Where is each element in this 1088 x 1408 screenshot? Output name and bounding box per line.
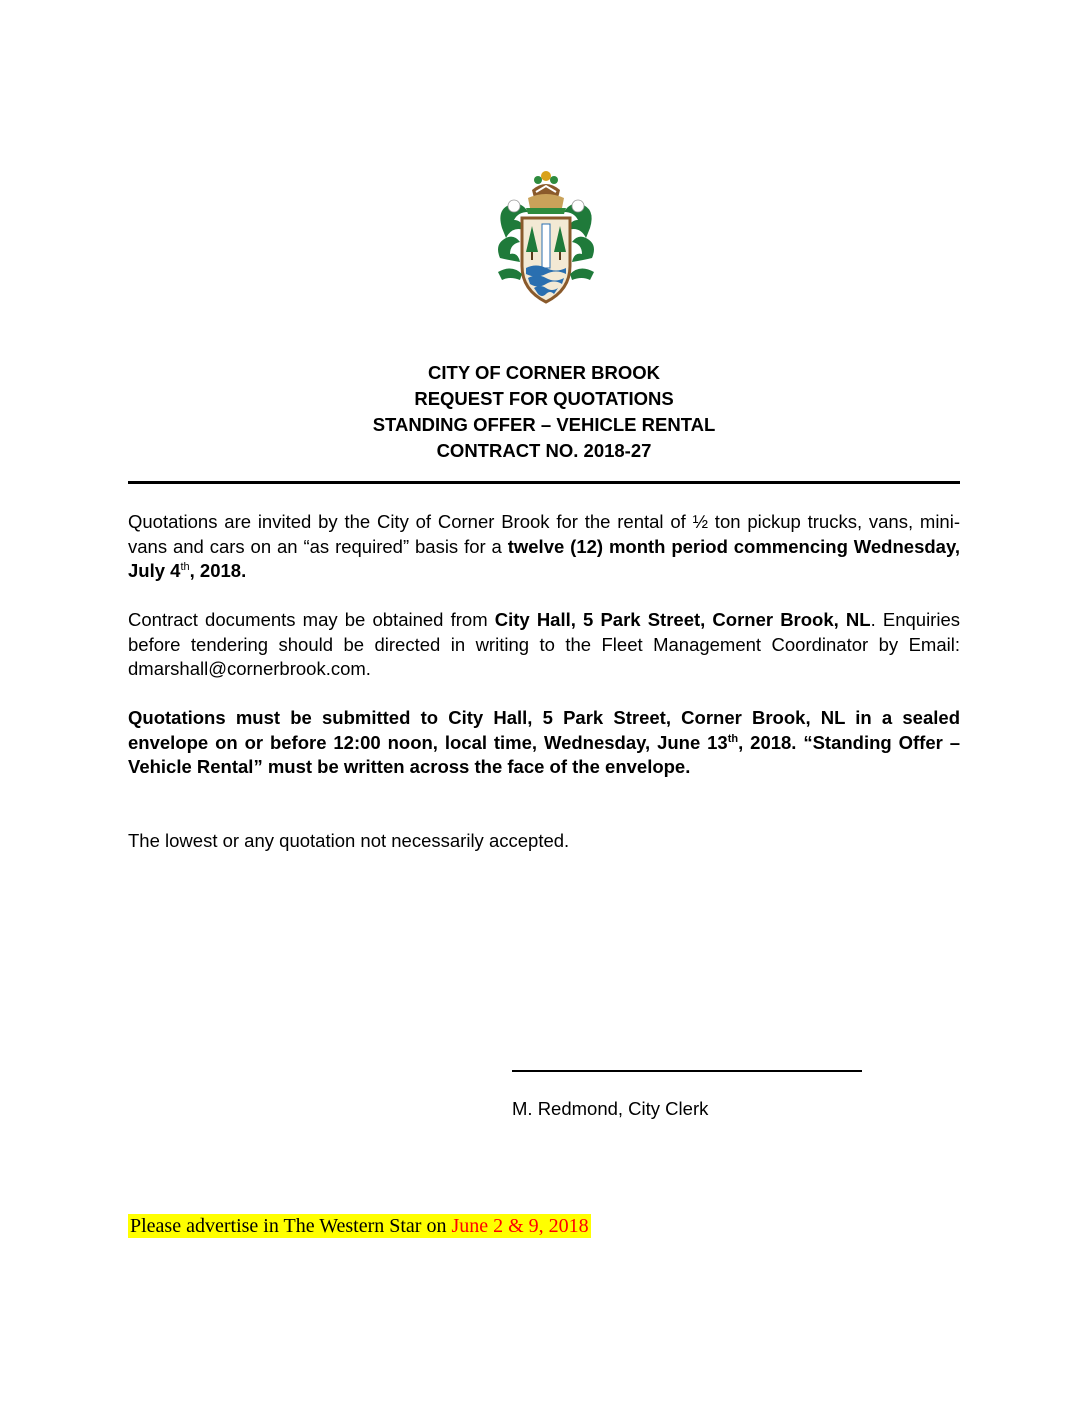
title-block [128,360,960,464]
advertise-dates: June 2 & 9, 2018 [451,1215,589,1237]
crest-logo [492,168,600,310]
title-divider [128,481,960,484]
contract-number: CONTRACT NO. 2018-27 [436,440,652,461]
advertise-note [128,1214,591,1238]
signatory-name: M. Redmond, City Clerk [512,1098,709,1119]
documents-text: Contract documents may be obtained from [128,609,495,630]
period-bold: twelve (12) month period commencing Wednesday, July 4 [128,535,960,581]
advertise-text: Please advertise in The Western Star on [130,1215,452,1237]
ordinal-suffix: th [180,560,190,573]
submission-text-end: , 2018. “Standing Offer – Vehicle Rental” must be written across the face of the envelope. [128,731,960,777]
ordinal-suffix: th [727,732,739,745]
request-title: REQUEST FOR QUOTATIONS [414,388,674,409]
offer-title: STANDING OFFER – VEHICLE RENTAL [372,414,716,435]
submission-paragraph [128,706,960,780]
submission-text: Quotations must be submitted to City Hall, 5 Park Street, Corner Brook, NL in a sealed envelope on or before 12:00 noon, local time, Wednesday, June 13 [128,707,960,753]
enquiries-text: . Enquiries before tendering should be directed in writing to the Fleet Management Coordinator by Email: dmarshall@cornerbrook.com. [128,609,960,679]
year-bold: , 2018. [189,560,247,581]
invitation-paragraph [128,510,960,584]
signature-line [512,1070,862,1072]
contract-documents-paragraph [128,608,960,682]
org-name: CITY OF CORNER BROOK [428,362,660,383]
city-hall-address: City Hall, 5 Park Street, Corner Brook, NL [494,609,871,630]
acceptance-note: The lowest or any quotation not necessarily accepted. [128,830,570,851]
invitation-text: Quotations are invited by the City of Corner Brook for the rental of ½ ton pickup trucks, vans, mini-vans and cars on an “as required” basis for a [128,511,960,557]
